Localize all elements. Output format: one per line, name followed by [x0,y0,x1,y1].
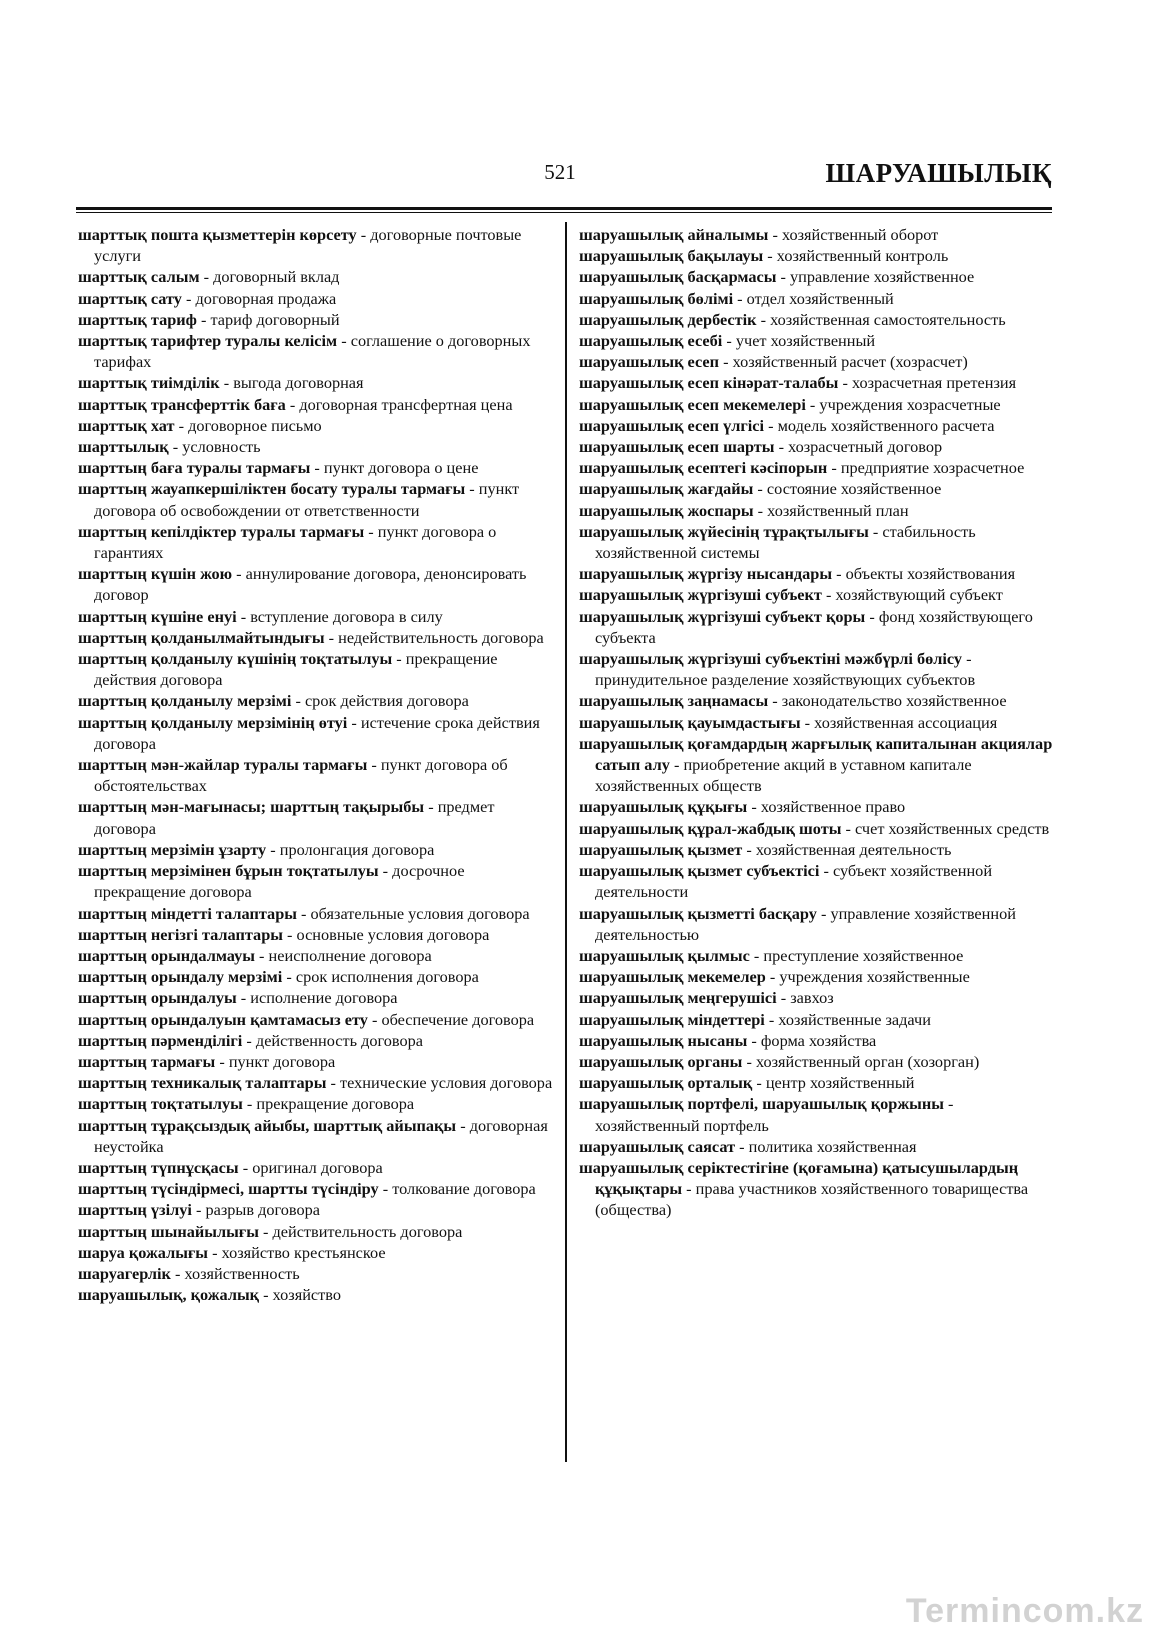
dictionary-entry: шаруашылық дербестік - хозяйственная самостоятельность [579,309,1006,329]
entry-definition: выгода договорная [233,373,364,393]
entry-definition: счет хозяйственных средств [855,818,1050,838]
entry-definition: стабильность хозяйственной системы [595,521,976,563]
dictionary-entry: шарттың мерзімін ұзарту - пролонгация договора [78,839,435,859]
entry-term: шаруашылық қызмет [579,839,743,859]
entry-term: шаруашылық жүйесінің тұрақтылығы [579,521,869,541]
dictionary-entry: шарттың қолданылмайтындығы - недействительность договора [78,627,544,647]
entry-definition: действенность договора [255,1030,424,1050]
dictionary-entry: шарттық пошта қызметтерін көрсету - договорные почтовые услуги [78,225,522,266]
dictionary-entry: шарттың жауапкершіліктен босату туралы тармағы - пункт договора об освобождении от ответственности [78,479,520,520]
entry-term: шаруашылық орталық [579,1073,753,1093]
dictionary-entry: шаруашылық портфелі, шаруашылық қоржыны - хозяйственный портфель [579,1094,954,1135]
dictionary-entry: шаруашылық жүргізуші субъект қоры - фонд хозяйствующего субъекта [579,606,1033,647]
dictionary-entry: шаруашылық бақылауы - хозяйственный контроль [579,246,949,266]
entry-definition: действительность договора [272,1221,463,1241]
dictionary-entry: шарттың баға туралы тармағы - пункт договора о цене [78,458,479,478]
entry-definition: фонд хозяйствующего субъекта [595,606,1033,647]
entry-term: шаруашылық есеп [579,352,720,372]
dictionary-entry: шарттың түпнұсқасы - оригинал договора [78,1157,383,1177]
entry-term: шаруашылық есептегі кәсіпорын [579,458,828,478]
dictionary-entry: шарттың мән-жайлар туралы тармағы - пункт договора об обстоятельствах [78,755,508,796]
entry-term: шаруашылық қызметті басқару [579,903,817,923]
entry-term: шарттың түсіндірмесі, шартты түсіндіру [78,1179,379,1199]
entry-term: шарттың мән-мағынасы; шарттың тақырыбы [78,797,425,817]
dictionary-entry: шарттың қолданылу күшінің тоқтатылуы - прекращение действия договора [78,649,498,690]
entry-term: шаруашылық жүргізуші субъектіні мәжбүрлі бөлісу [579,649,963,669]
right-column [579,224,1055,1221]
entry-term: шарттылық [78,437,169,457]
dictionary-entry: шаруашылық жүйесінің тұрақтылығы - стабильность хозяйственной системы [579,521,976,563]
entry-definition: технические условия договора [340,1073,553,1093]
entry-term: шарттың мән-жайлар туралы тармағы [78,755,368,775]
dictionary-entry: шарттың қолданылу мерзімі - срок действия договора [78,691,469,711]
header-rule-thick [76,207,1052,210]
dictionary-entry: шаруа қожалығы - хозяйство крестьянское [78,1242,386,1262]
entry-term: шарттың үзілуі [78,1200,192,1220]
entry-definition: учреждения хозяйственные [779,967,970,987]
entry-term: шарттық пошта қызметтерін көрсету [78,225,357,244]
entry-definition: обязательные условия договора [310,903,530,923]
entry-definition: договорные почтовые услуги [94,225,522,266]
dictionary-entry: шаруашылық жүргізу нысандары - объекты хозяйствования [579,564,1016,584]
dictionary-entry: шарттық трансферттік баға - договорная трансфертная цена [78,394,513,414]
entry-term: шарттың тармағы [78,1051,216,1071]
entry-term: шаруашылық бақылауы [579,246,764,266]
entry-definition: хозрасчетная претензия [851,373,1017,393]
entry-term: шарттың түпнұсқасы [78,1157,239,1177]
dictionary-entry: шарттың кепілдіктер туралы тармағы - пункт договора о гарантиях [78,521,497,563]
entry-term: шарттың күшіне енуі [78,606,237,626]
entry-term: шарттың мерзімін ұзарту [78,839,267,859]
dictionary-entry: шаруагерлік - хозяйственность [78,1263,300,1283]
entry-definition: хозяйство крестьянское [221,1242,386,1262]
entry-definition: хозяйствующий субъект [835,585,1003,605]
entry-term: шаруашылық жүргізуші субъект қоры [579,606,866,626]
entry-definition: хозяйственный расчет (хозрасчет) [732,352,968,372]
dictionary-entry: шаруашылық қызмет субъектісі - субъект хозяйственной деятельности [579,861,993,902]
dictionary-entry: шарттың орындалуы - исполнение договора [78,988,398,1008]
entry-term: шарттың кепілдіктер туралы тармағы [78,521,365,541]
entry-definition: хозрасчетный договор [788,437,943,457]
entry-definition: договорное письмо [188,415,322,435]
dictionary-entry: шарттық тиімділік - выгода договорная [78,373,364,393]
entry-definition: аннулирование договора, денонсировать договор [94,564,527,605]
entry-term: шаруашылық саясат [579,1136,736,1156]
dictionary-entry: шарттың түсіндірмесі, шартты түсіндіру - толкование договора [78,1179,536,1199]
entry-term: шаруашылық органы [579,1051,743,1071]
entry-definition: основные условия договора [296,924,490,944]
entry-term: шаруашылық есеп кінәрат-талабы [579,373,839,393]
entry-definition: форма хозяйства [760,1030,877,1050]
dictionary-entry: шаруашылық есеп - хозяйственный расчет (хозрасчет) [579,352,968,372]
entry-term: шаруашылық жоспары [579,500,754,520]
entry-term: шаруагерлік [78,1263,171,1283]
dictionary-entry: шаруашылық міндеттері - хозяйственные задачи [579,1009,931,1029]
entry-definition: хозяйственный план [767,500,909,520]
entry-term: шаруашылық қауымдастығы [579,712,801,732]
entry-term: шаруашылық есеп шарты [579,437,775,457]
entry-definition: соглашение о договорных тарифах [94,331,531,372]
dictionary-entry: шаруашылық есеп үлгісі - модель хозяйственного расчета [579,415,995,435]
dictionary-entry: шарттық хат - договорное письмо [78,415,322,435]
entry-definition: завхоз [790,988,834,1008]
entry-term: шарттың қолданылу мерзімі [78,691,292,711]
entry-term: шаруа қожалығы [78,1242,209,1262]
entry-definition: договорная продажа [195,288,337,308]
dictionary-entry: шарттың негізгі талаптары - основные условия договора [78,924,490,944]
dictionary-entry: шарттық сату - договорная продажа [78,288,337,308]
entry-term: шарттық хат [78,415,175,435]
dictionary-entry: шарттың қолданылу мерзімінің өтуі - истечение срока действия договора [78,712,540,753]
entry-definition: приобретение акций в уставном капитале хозяйственных обществ [595,755,972,796]
entry-definition: хозяйственность [184,1263,300,1283]
dictionary-entry: шаруашылық меңгерушісі - завхоз [579,988,834,1008]
entry-term: шаруашылық серіктестігіне (қоғамына) қатысушылардың құқықтары [579,1157,1019,1199]
page-number: 521 [544,160,576,184]
dictionary-entry: шаруашылық органы - хозяйственный орган (хозорган) [579,1051,980,1071]
entry-term: шарттық трансферттік баға [78,394,286,414]
dictionary-entry: шарттың орындалмауы - неисполнение договора [78,945,432,965]
header-rule-thin [76,212,1052,213]
entry-definition: пункт договора [228,1051,336,1071]
entry-definition: состояние хозяйственное [766,479,942,499]
entry-term: шарттық тарифтер туралы келісім [78,331,338,351]
entry-term: шаруашылық заңнамасы [579,691,769,711]
entry-term: шаруашылық бөлімі [579,288,734,308]
entry-term: шарттың тұрақсыздық айыбы, шарттық айыпақы [78,1115,457,1135]
dictionary-entry: шаруашылық саясат - политика хозяйственная [579,1136,917,1156]
entry-definition: разрыв договора [205,1200,321,1220]
left-column [78,224,556,1305]
entry-term: шарттың орындалмауы [78,945,255,965]
dictionary-entry: шарттың мерзімінен бұрын тоқтатылуы - досрочное прекращение договора [78,861,465,902]
entry-definition: хозяйственная ассоциация [814,712,998,732]
entry-term: шаруашылық жағдайы [579,479,754,499]
dictionary-entry: шарттың техникалық талаптары - технические условия договора [78,1073,553,1093]
dictionary-entry: шарттың тоқтатылуы - прекращение договора [78,1094,415,1114]
entry-definition: срок исполнения договора [295,967,479,987]
entry-definition: пункт договора об освобождении от ответственности [94,479,520,520]
dictionary-entry: шаруашылық жоспары - хозяйственный план [579,500,909,520]
entry-definition: досрочное прекращение договора [94,861,465,902]
entry-term: шаруашылық айналымы [579,225,769,244]
dictionary-entry: шаруашылық қызметті басқару - управление хозяйственной деятельностью [579,903,1016,944]
entry-definition: законодательство хозяйственное [781,691,1007,711]
entry-term: шарттық салым [78,267,200,287]
dictionary-entry: шарттың тармағы - пункт договора [78,1051,336,1071]
dictionary-entry: шарттың үзілуі - разрыв договора [78,1200,321,1220]
entry-term: шаруашылық құқығы [579,797,748,817]
dictionary-entry: шаруашылық қоғамдардың жарғылық капиталынан акциялар сатып алу - приобретение акций в уставном капитале хозяйственных обществ [579,733,1053,796]
entry-definition: хозяйственный контроль [776,246,949,266]
entry-term: шаруашылық қызмет субъектісі [579,861,820,881]
entry-definition: управление хозяйственное [790,267,975,287]
entry-definition: договорная трансфертная цена [299,394,513,414]
entry-term: шарттың тоқтатылуы [78,1094,243,1114]
entry-definition: пункт договора об обстоятельствах [94,755,508,796]
watermark-logo: Termincom.kz [905,1592,1144,1630]
entry-term: шарттық сату [78,288,182,308]
entry-definition: договорный вклад [213,267,340,287]
dictionary-entry: шарттың күшін жою - аннулирование договора, денонсировать договор [78,564,527,605]
entry-definition: права участников хозяйственного товарищества (общества) [595,1179,1029,1220]
dictionary-entry: шарттың пәрменділігі - действенность договора [78,1030,424,1050]
dictionary-entry: шаруашылық қауымдастығы - хозяйственная ассоциация [579,712,998,732]
entry-term: шаруашылық есеп үлгісі [579,415,765,435]
entry-definition: тариф договорный [210,309,340,329]
entry-term: шаруашылық портфелі, шаруашылық қоржыны [579,1094,944,1114]
entry-definition: прекращение договора [256,1094,415,1114]
entry-definition: обеспечение договора [381,1009,535,1029]
entry-definition: условность [182,437,261,457]
dictionary-entry: шаруашылық есеп мекемелері - учреждения хозрасчетные [579,394,1001,414]
entry-definition: договорная неустойка [94,1115,548,1156]
entry-definition: хозяйственное право [760,797,906,817]
dictionary-entry: шаруашылық есеп кінәрат-талабы - хозрасчетная претензия [579,373,1017,393]
dictionary-entry: шаруашылық бөлімі - отдел хозяйственный [579,288,894,308]
dictionary-entry: шарттың күшіне енуі - вступление договора в силу [78,606,443,626]
entry-definition: хозяйственная деятельность [755,839,952,859]
entry-definition: хозяйственный оборот [781,225,939,244]
entry-term: шарттың орындалуы [78,988,237,1008]
entry-definition: хозяйственный орган (хозорган) [755,1051,980,1071]
dictionary-entry: шаруашылық орталық - центр хозяйственный [579,1073,915,1093]
entry-definition: хозяйственный портфель [595,1115,769,1135]
entry-term: шарттың қолданылу күшінің тоқтатылуы [78,649,393,669]
column-divider [565,222,567,1462]
dictionary-entry: шаруашылық құқығы - хозяйственное право [579,797,906,817]
dictionary-entry: шарттылық - условность [78,437,261,457]
entry-definition: учет хозяйственный [735,331,876,351]
entry-definition: хозяйственные задачи [778,1009,931,1029]
entry-term: шарттың пәрменділігі [78,1030,243,1050]
entry-definition: политика хозяйственная [748,1136,917,1156]
entry-definition: толкование договора [392,1179,536,1199]
entry-term: шаруашылық есебі [579,331,723,351]
entry-definition: вступление договора в силу [250,606,443,626]
entry-definition: субъект хозяйственной деятельности [595,861,993,902]
entry-definition: прекращение действия договора [94,649,498,690]
entry-definition: пролонгация договора [279,839,435,859]
entry-term: шаруашылық жүргізу нысандары [579,564,833,584]
dictionary-entry: шарттың мән-мағынасы; шарттың тақырыбы - предмет договора [78,797,495,838]
entry-term: шарттық тариф [78,309,197,329]
dictionary-entry: шарттың шынайылығы - действительность договора [78,1221,463,1241]
entry-term: шарттың қолданылу мерзімінің өтуі [78,712,348,732]
entry-definition: исполнение договора [250,988,398,1008]
entry-term: шарттың қолданылмайтындығы [78,627,325,647]
dictionary-entry: шарттық тарифтер туралы келісім - соглашение о договорных тарифах [78,331,531,372]
entry-definition: преступление хозяйственное [763,945,964,965]
entry-definition: оригинал договора [252,1157,383,1177]
dictionary-entry: шаруашылық жүргізуші субъектіні мәжбүрлі бөлісу - принудительное разделение хозяйствующих субъектов [579,649,976,690]
entry-term: шаруашылық құрал-жабдық шоты [579,818,842,838]
dictionary-entry: шаруашылық есебі - учет хозяйственный [579,331,876,351]
dictionary-entry: шаруашылық есептегі кәсіпорын - предприятие хозрасчетное [579,458,1025,478]
entry-term: шарттың баға туралы тармағы [78,458,311,478]
entry-term: шарттың міндетті талаптары [78,903,297,923]
entry-term: шарттың орындалуын қамтамасыз ету [78,1009,368,1029]
dictionary-entry: шаруашылық заңнамасы - законодательство хозяйственное [579,691,1007,711]
dictionary-entry: шарттық салым - договорный вклад [78,267,340,287]
entry-term: шарттың техникалық талаптары [78,1073,327,1093]
entry-definition: срок действия договора [304,691,469,711]
entry-term: шарттың мерзімінен бұрын тоқтатылуы [78,861,379,881]
dictionary-entry: шаруашылық айналымы - хозяйственный оборот [579,225,939,244]
dictionary-entry: шаруашылық қылмыс - преступление хозяйственное [579,945,964,965]
dictionary-entry: шарттың орындалуын қамтамасыз ету - обеспечение договора [78,1009,535,1029]
entry-definition: истечение срока действия договора [94,712,540,753]
dictionary-entry: шаруашылық, қожалық - хозяйство [78,1285,341,1305]
entry-term: шарттың орындалу мерзімі [78,967,283,987]
entry-definition: учреждения хозрасчетные [819,394,1001,414]
entry-term: шаруашылық дербестік [579,309,757,329]
entry-definition: отдел хозяйственный [746,288,894,308]
dictionary-entry: шаруашылық құрал-жабдық шоты - счет хозяйственных средств [579,818,1050,838]
dictionary-entry: шарттың міндетті талаптары - обязательные условия договора [78,903,530,923]
entry-term: шарттың жауапкершіліктен босату туралы тармағы [78,479,466,499]
entry-term: шаруашылық міндеттері [579,1009,765,1029]
entry-definition: управление хозяйственной деятельностью [595,903,1016,944]
entry-term: шаруашылық мекемелер [579,967,766,987]
running-head: ШАРУАШЫЛЫҚ [825,158,1052,188]
entry-definition: центр хозяйственный [765,1073,915,1093]
entry-term: шаруашылық есеп мекемелері [579,394,806,414]
entry-definition: хозяйство [272,1285,341,1305]
entry-term: шаруашылық меңгерушісі [579,988,777,1008]
dictionary-entry: шаруашылық жағдайы - состояние хозяйственное [579,479,942,499]
entry-definition: недействительность договора [338,627,544,647]
entry-term: шаруашылық қоғамдардың жарғылық капиталынан акциялар сатып алу [579,733,1053,775]
dictionary-entry: шаруашылық серіктестігіне (қоғамына) қатысушылардың құқықтары - права участников хозяйственного товарищества (общества) [579,1157,1029,1220]
dictionary-entry: шарттың орындалу мерзімі - срок исполнения договора [78,967,479,987]
entry-term: шарттық тиімділік [78,373,220,393]
dictionary-entry: шаруашылық нысаны - форма хозяйства [579,1030,877,1050]
entry-term: шаруашылық жүргізуші субъект [579,585,822,605]
entry-term: шаруашылық басқармасы [579,267,777,287]
dictionary-entry: шаруашылық мекемелер - учреждения хозяйственные [579,967,970,987]
entry-definition: модель хозяйственного расчета [777,415,995,435]
entry-term: шарттың шынайылығы [78,1221,259,1241]
entry-definition: предприятие хозрасчетное [840,458,1025,478]
entry-definition: пункт договора о цене [323,458,479,478]
entry-term: шаруашылық, қожалық [78,1285,260,1305]
dictionary-entry: шарттың тұрақсыздық айыбы, шарттық айыпақы - договорная неустойка [78,1115,548,1156]
entry-definition: пункт договора о гарантиях [94,521,497,563]
entry-definition: принудительное разделение хозяйствующих субъектов [595,670,976,690]
entry-definition: предмет договора [94,797,495,838]
entry-term: шарттың күшін жою [78,564,233,584]
entry-term: шарттың негізгі талаптары [78,924,283,944]
dictionary-entry: шарттық тариф - тариф договорный [78,309,340,329]
entry-definition: неисполнение договора [268,945,432,965]
entry-term: шаруашылық қылмыс [579,945,750,965]
dictionary-entry: шаруашылық есеп шарты - хозрасчетный договор [579,437,943,457]
dictionary-entry: шаруашылық қызмет - хозяйственная деятельность [579,839,952,859]
dictionary-entry: шаруашылық басқармасы - управление хозяйственное [579,267,975,287]
entry-term: шаруашылық нысаны [579,1030,748,1050]
dictionary-entry: шаруашылық жүргізуші субъект - хозяйствующий субъект [579,585,1003,605]
entry-definition: объекты хозяйствования [845,564,1016,584]
entry-definition: хозяйственная самостоятельность [770,309,1006,329]
